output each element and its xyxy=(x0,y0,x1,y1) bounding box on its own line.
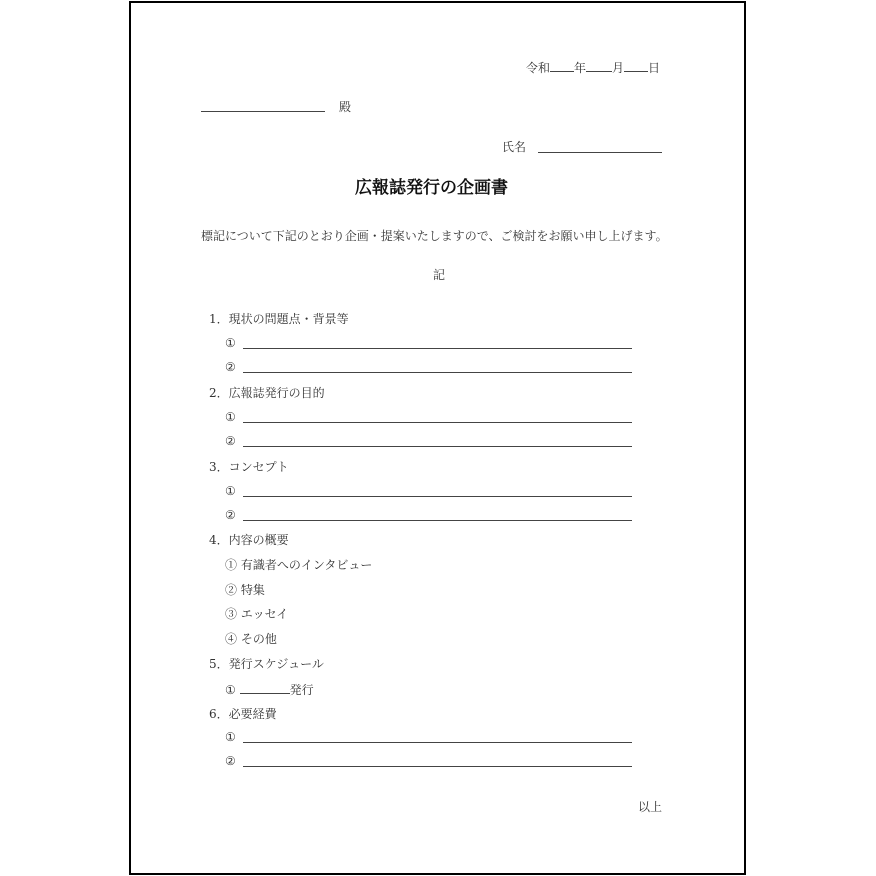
item-number: ② xyxy=(225,754,236,768)
item-number: ① xyxy=(225,410,236,424)
content-item: ② 特集 xyxy=(225,583,265,597)
schedule-item xyxy=(225,682,314,697)
answer-line[interactable] xyxy=(243,372,632,373)
item-number: ② xyxy=(225,434,236,448)
name-blank[interactable] xyxy=(538,152,662,153)
closing-text: 以上 xyxy=(638,800,663,814)
section-heading: 3．コンセプト xyxy=(209,460,289,474)
schedule-suffix: 発行 xyxy=(289,683,314,697)
section-heading: 4．内容の概要 xyxy=(209,533,289,547)
content-item: ③ エッセイ xyxy=(225,607,289,621)
recipient-suffix: 殿 xyxy=(339,100,352,114)
answer-line[interactable] xyxy=(243,348,632,349)
section-heading: 5．発行スケジュール xyxy=(209,657,324,671)
document-title: 広報誌発行の企画書 xyxy=(355,178,508,198)
section-heading: 2．広報誌発行の目的 xyxy=(209,386,325,400)
item-number: ① xyxy=(225,730,236,744)
document-page xyxy=(129,1,746,875)
month-blank[interactable] xyxy=(586,60,612,72)
section-heading: 1．現状の問題点・背景等 xyxy=(209,312,349,326)
schedule-blank[interactable] xyxy=(240,682,290,694)
item-number: ② xyxy=(225,360,236,374)
date-line xyxy=(526,60,660,75)
answer-line[interactable] xyxy=(243,766,632,767)
recipient-blank[interactable] xyxy=(201,111,325,112)
content-item: ① 有識者へのインタビュー xyxy=(225,558,373,572)
content-item: ④ その他 xyxy=(225,632,277,646)
intro-text: 標記について下記のとおり企画・提案いたしますので、ご検討をお願い申し上げます。 xyxy=(201,229,668,243)
item-number: ① xyxy=(225,336,236,350)
era-label: 令和 xyxy=(526,61,551,75)
ki-label: 記 xyxy=(433,268,446,282)
answer-line[interactable] xyxy=(243,422,632,423)
year-blank[interactable] xyxy=(550,60,574,72)
name-label: 氏名 xyxy=(502,140,527,154)
day-label: 日 xyxy=(648,61,661,75)
section-heading: 6．必要経費 xyxy=(209,707,277,721)
answer-line[interactable] xyxy=(243,742,632,743)
item-number: ① xyxy=(225,683,236,697)
year-label: 年 xyxy=(574,61,587,75)
day-blank[interactable] xyxy=(624,60,648,72)
answer-line[interactable] xyxy=(243,520,632,521)
answer-line[interactable] xyxy=(243,496,632,497)
answer-line[interactable] xyxy=(243,446,632,447)
month-label: 月 xyxy=(612,61,625,75)
item-number: ① xyxy=(225,484,236,498)
item-number: ② xyxy=(225,508,236,522)
